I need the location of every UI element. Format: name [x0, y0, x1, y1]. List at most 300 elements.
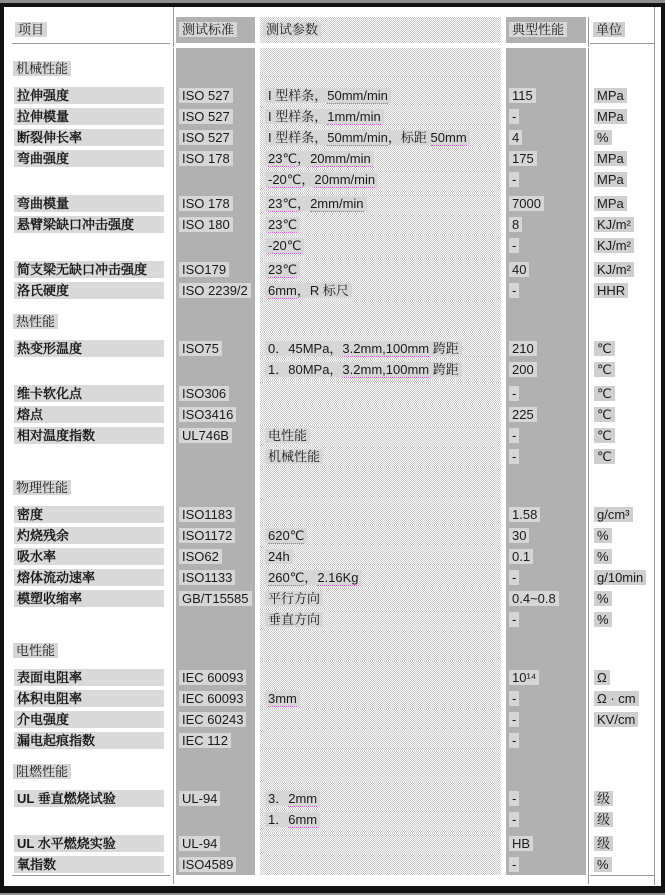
std-cell: [176, 833, 255, 854]
unit-value: Ω · cm: [594, 691, 639, 706]
item-label: 吸水率: [14, 548, 164, 565]
item-cell: [12, 301, 170, 311]
value-cell: [506, 148, 586, 169]
std-cell: [176, 214, 255, 235]
std-cell: [176, 446, 255, 467]
item-cell: [12, 85, 170, 106]
header-unit-label: 单位: [593, 22, 625, 37]
parameter-segment: 跨距: [429, 341, 459, 356]
unit-cell: [590, 609, 654, 630]
value-cell: [506, 359, 586, 380]
data-row: [12, 709, 654, 730]
item-label: 密度: [14, 506, 164, 523]
data-row: [12, 235, 654, 256]
unit-cell: [590, 85, 654, 106]
typical-value: 175: [509, 151, 537, 166]
std-cell: [176, 48, 255, 58]
unit-cell: [590, 148, 654, 169]
data-row: [12, 148, 654, 169]
spellcheck-underlined-text: 50mm/min: [327, 130, 388, 145]
unit-cell: [590, 640, 654, 661]
separator-cell: [176, 43, 255, 47]
item-cell: [12, 788, 170, 809]
item-label: 拉伸模量: [14, 108, 164, 125]
value-cell: [506, 259, 586, 280]
item-cell: [12, 751, 170, 761]
spellcheck-underlined-text: 620℃: [268, 528, 305, 543]
unit-value: g/cm³: [594, 507, 633, 522]
spellcheck-underlined-text: 6mm: [268, 283, 297, 298]
std-cell: [176, 525, 255, 546]
unit-value: KJ/m²: [594, 217, 634, 232]
unit-cell: [590, 301, 654, 311]
param-cell: [260, 833, 501, 854]
std-cell: [176, 854, 255, 875]
typical-value: -: [509, 109, 519, 124]
item-cell: [12, 546, 170, 567]
typical-value: 40: [509, 262, 529, 277]
standard-value: ISO1172: [179, 528, 235, 543]
parameter-segment: ，: [301, 172, 315, 187]
unit-cell: [590, 630, 654, 640]
section-row: [12, 477, 654, 498]
unit-value: 级: [594, 836, 613, 851]
typical-value: 4: [509, 130, 522, 145]
value-cell: [506, 504, 586, 525]
item-label: 洛氏硬度: [14, 282, 164, 299]
standard-value: UL-94: [179, 791, 220, 806]
parameter-segment: ，标距: [387, 130, 431, 145]
param-cell: [260, 259, 501, 280]
data-row: [12, 833, 654, 854]
parameter-segment: I 型样条，: [268, 109, 328, 124]
parameter-segment: 24h: [268, 549, 290, 564]
param-cell: [260, 467, 501, 477]
item-cell: [12, 259, 170, 280]
param-cell: [260, 311, 501, 332]
typical-value: 10¹⁴: [509, 670, 539, 685]
param-cell: [260, 630, 501, 640]
item-label: 拉伸强度: [14, 87, 164, 104]
data-row: [12, 106, 654, 127]
item-cell: [12, 667, 170, 688]
spellcheck-underlined-text: 50mm/min: [327, 88, 388, 103]
parameter-segment: I 型样条，: [268, 130, 328, 145]
unit-cell: [590, 667, 654, 688]
standard-value: ISO 180: [179, 217, 233, 232]
unit-cell: [590, 383, 654, 404]
spacer-row: [12, 467, 654, 477]
std-cell: [176, 875, 255, 884]
item-label: 体积电阻率: [14, 690, 164, 707]
section-row: [12, 761, 654, 782]
standard-value: ISO 527: [179, 130, 233, 145]
std-cell: [176, 311, 255, 332]
parameter-text: [265, 428, 310, 443]
item-cell: [12, 311, 170, 332]
value-cell: [506, 667, 586, 688]
item-label: 漏电起痕指数: [14, 732, 164, 749]
parameter-segment: 平行方向: [268, 591, 321, 606]
item-label: 熔体流动速率: [14, 569, 164, 586]
std-cell: [176, 688, 255, 709]
item-cell: [12, 383, 170, 404]
item-label: 简支梁无缺口冲击强度: [14, 261, 164, 278]
param-cell: [260, 383, 501, 404]
parameter-text: [265, 196, 367, 211]
item-label: 灼烧残余: [14, 527, 164, 544]
typical-value: -: [509, 857, 519, 872]
std-cell: [176, 546, 255, 567]
value-cell: [506, 214, 586, 235]
item-label: 氧指数: [14, 856, 164, 873]
param-cell: [260, 446, 501, 467]
spellcheck-underlined-text: -20℃: [268, 238, 302, 253]
unit-value: 级: [594, 791, 613, 806]
item-label: UL 水平燃烧实验: [14, 835, 164, 852]
parameter-text: [265, 549, 293, 564]
std-cell: [176, 588, 255, 609]
parameter-segment: 跨距: [429, 362, 459, 377]
parameter-text: [265, 88, 391, 103]
item-cell: [12, 338, 170, 359]
param-cell: [260, 854, 501, 875]
unit-cell: [590, 504, 654, 525]
std-cell: [176, 667, 255, 688]
spellcheck-underlined-text: 1mm/min: [327, 109, 381, 124]
unit-value: MPa: [594, 151, 627, 166]
param-cell: [260, 301, 501, 311]
param-cell: [260, 214, 501, 235]
spacer-row: [12, 301, 654, 311]
parameter-text: [265, 341, 462, 356]
section-row: [12, 311, 654, 332]
item-cell: [12, 359, 170, 380]
spellcheck-underlined-text: 23℃: [268, 262, 298, 277]
param-cell: [260, 567, 501, 588]
spellcheck-underlined-text: 20mm/min: [314, 172, 376, 187]
item-cell: [12, 106, 170, 127]
spellcheck-underlined-text: 3.2mm,100mm: [342, 362, 430, 377]
data-row: [12, 383, 654, 404]
value-cell: [506, 127, 586, 148]
param-cell: [260, 193, 501, 214]
unit-cell: [590, 709, 654, 730]
unit-cell: [590, 525, 654, 546]
unit-value: KJ/m²: [594, 238, 634, 253]
item-cell: [12, 809, 170, 830]
data-row: [12, 425, 654, 446]
item-cell: [12, 709, 170, 730]
unit-value: %: [594, 612, 612, 627]
unit-cell: [590, 259, 654, 280]
value-cell: [506, 106, 586, 127]
typical-value: -: [509, 386, 519, 401]
spellcheck-underlined-text: 260℃: [268, 570, 305, 585]
item-cell: [12, 193, 170, 214]
param-cell: [260, 667, 501, 688]
properties-table: [12, 17, 655, 885]
parameter-text: [265, 570, 362, 585]
item-cell: [12, 640, 170, 661]
data-row: [12, 259, 654, 280]
typical-value: 0.1: [509, 549, 533, 564]
unit-cell: [590, 214, 654, 235]
column-divider-extension: [173, 7, 174, 17]
value-cell: [506, 630, 586, 640]
spellcheck-underlined-text: 23℃: [268, 151, 298, 166]
section-title: 物理性能: [13, 480, 71, 495]
param-cell: [260, 477, 501, 498]
value-cell: [506, 48, 586, 58]
unit-cell: [590, 404, 654, 425]
parameter-text: [265, 812, 320, 827]
item-cell: [12, 404, 170, 425]
typical-value: -: [509, 428, 519, 443]
parameter-text: [265, 283, 352, 298]
unit-cell: [590, 127, 654, 148]
unit-cell: [590, 761, 654, 782]
typical-value: -: [509, 238, 519, 253]
unit-value: Ω: [594, 670, 610, 685]
param-cell: [260, 609, 501, 630]
param-cell: [260, 709, 501, 730]
typical-value: -: [509, 612, 519, 627]
unit-cell: [590, 48, 654, 58]
param-cell: [260, 788, 501, 809]
param-cell: [260, 688, 501, 709]
item-label: 表面电阻率: [14, 669, 164, 686]
std-cell: [176, 383, 255, 404]
standard-value: ISO1183: [179, 507, 235, 522]
unit-cell: [590, 169, 654, 190]
typical-value: 8: [509, 217, 522, 232]
header-row: [12, 17, 654, 43]
item-cell: [12, 761, 170, 782]
unit-cell: [590, 311, 654, 332]
typical-value: -: [509, 570, 519, 585]
value-cell: [506, 383, 586, 404]
data-row: [12, 688, 654, 709]
param-cell: [260, 751, 501, 761]
param-cell: [260, 106, 501, 127]
value-cell: [506, 338, 586, 359]
param-cell: [260, 359, 501, 380]
item-cell: [12, 854, 170, 875]
section-title: 热性能: [13, 314, 58, 329]
item-cell: [12, 833, 170, 854]
data-row: [12, 588, 654, 609]
item-cell: [12, 688, 170, 709]
parameter-segment: ，: [304, 570, 318, 585]
value-cell: [506, 640, 586, 661]
standard-value: ISO4589: [179, 857, 236, 872]
parameter-segment: ，: [297, 151, 311, 166]
value-cell: [506, 169, 586, 190]
unit-value: g/10min: [594, 570, 646, 585]
unit-value: ℃: [594, 407, 615, 422]
typical-value: 210: [509, 341, 537, 356]
unit-cell: [590, 58, 654, 79]
parameter-text: [265, 262, 300, 277]
value-cell: [506, 301, 586, 311]
item-cell: [12, 425, 170, 446]
data-row: [12, 730, 654, 751]
section-row: [12, 58, 654, 79]
typical-value: -: [509, 733, 519, 748]
unit-cell: [590, 193, 654, 214]
item-label: 维卡软化点: [14, 385, 164, 402]
item-label: 弯曲模量: [14, 195, 164, 212]
spellcheck-underlined-text: 20mm/min: [310, 151, 371, 166]
item-cell: [12, 609, 170, 630]
parameter-text: [265, 528, 307, 543]
header-standard-label: 测试标准: [179, 22, 237, 37]
unit-cell: [590, 567, 654, 588]
item-cell: [12, 127, 170, 148]
data-row: [12, 446, 654, 467]
typical-value: 225: [509, 407, 537, 422]
data-row: [12, 127, 654, 148]
std-cell: [176, 761, 255, 782]
item-label: 介电强度: [14, 711, 164, 728]
standard-value: ISO306: [179, 386, 229, 401]
unit-cell: [590, 751, 654, 761]
unit-cell: [590, 359, 654, 380]
spellcheck-underlined-text: 2mm/min: [310, 196, 364, 211]
standard-value: ISO 527: [179, 109, 233, 124]
param-cell: [260, 640, 501, 661]
item-cell: [12, 630, 170, 640]
item-cell: [12, 477, 170, 498]
unit-cell: [590, 477, 654, 498]
parameter-text: [265, 449, 323, 464]
std-cell: [176, 58, 255, 79]
standard-value: IEC 60243: [179, 712, 246, 727]
unit-value: ℃: [594, 428, 615, 443]
header-typical-value: [506, 17, 586, 43]
std-cell: [176, 338, 255, 359]
unit-cell: [590, 588, 654, 609]
param-cell: [260, 525, 501, 546]
std-cell: [176, 730, 255, 751]
item-label: 断裂伸长率: [14, 129, 164, 146]
value-cell: [506, 85, 586, 106]
param-cell: [260, 809, 501, 830]
value-cell: [506, 425, 586, 446]
parameter-segment: ，R 标尺: [296, 283, 349, 298]
data-row: [12, 525, 654, 546]
spellcheck-underlined-text: 50mm: [430, 130, 467, 145]
parameter-segment: 电性能: [268, 428, 308, 443]
std-cell: [176, 404, 255, 425]
unit-value: MPa: [594, 172, 627, 187]
unit-cell: [590, 875, 654, 885]
param-cell: [260, 338, 501, 359]
std-cell: [176, 709, 255, 730]
table-right-edge-extension: [654, 7, 655, 17]
param-cell: [260, 730, 501, 751]
spellcheck-underlined-text: 3mm: [268, 691, 297, 706]
typical-value: -: [509, 449, 519, 464]
standard-value: ISO 178: [179, 151, 233, 166]
parameter-segment: 垂直方向: [268, 612, 321, 627]
value-cell: [506, 730, 586, 751]
value-cell: [506, 688, 586, 709]
spacer-row: [12, 751, 654, 761]
value-cell: [506, 235, 586, 256]
typical-value: 1.58: [509, 507, 540, 522]
param-cell: [260, 761, 501, 782]
param-cell: [260, 280, 501, 301]
item-label: UL 垂直燃烧试验: [14, 790, 164, 807]
std-cell: [176, 193, 255, 214]
item-cell: [12, 280, 170, 301]
unit-value: ℃: [594, 341, 615, 356]
header-unit: [590, 17, 654, 43]
item-cell: [12, 730, 170, 751]
value-cell: [506, 546, 586, 567]
unit-value: MPa: [594, 109, 627, 124]
param-cell: [260, 169, 501, 190]
spellcheck-underlined-text: 2mm: [288, 791, 318, 806]
unit-value: %: [594, 857, 612, 872]
parameter-segment: ，: [297, 196, 311, 211]
unit-cell: [590, 338, 654, 359]
item-label: 熔点: [14, 406, 164, 423]
value-cell: [506, 467, 586, 477]
separator-cell: [260, 43, 501, 47]
item-cell: [12, 235, 170, 256]
standard-value: ISO3416: [179, 407, 236, 422]
unit-cell: [590, 688, 654, 709]
param-cell: [260, 235, 501, 256]
standard-value: IEC 60093: [179, 691, 246, 706]
value-cell: [506, 567, 586, 588]
unit-value: %: [594, 549, 612, 564]
header-parameter-label: 测试参数: [263, 22, 321, 37]
unit-cell: [590, 446, 654, 467]
item-label: 悬臂梁缺口冲击强度: [14, 216, 164, 233]
value-cell: [506, 788, 586, 809]
std-cell: [176, 127, 255, 148]
value-cell: [506, 193, 586, 214]
parameter-text: [265, 691, 300, 706]
data-row: [12, 567, 654, 588]
data-row: [12, 359, 654, 380]
spellcheck-underlined-text: 6mm: [288, 812, 318, 827]
unit-value: HHR: [594, 283, 628, 298]
item-cell: [12, 58, 170, 79]
data-row: [12, 338, 654, 359]
param-cell: [260, 48, 501, 58]
item-cell: [12, 467, 170, 477]
standard-value: ISO62: [179, 549, 222, 564]
parameter-text: [265, 362, 462, 377]
spellcheck-underlined-text: 23℃: [268, 217, 298, 232]
param-cell: [260, 504, 501, 525]
value-cell: [506, 761, 586, 782]
item-label: 模塑收缩率: [14, 590, 164, 607]
unit-cell: [590, 809, 654, 830]
parameter-segment: 3．: [268, 791, 289, 806]
std-cell: [176, 609, 255, 630]
unit-cell: [590, 106, 654, 127]
typical-value: 115: [509, 88, 536, 103]
value-cell: [506, 525, 586, 546]
header-parameter: [260, 17, 501, 43]
data-row: [12, 280, 654, 301]
